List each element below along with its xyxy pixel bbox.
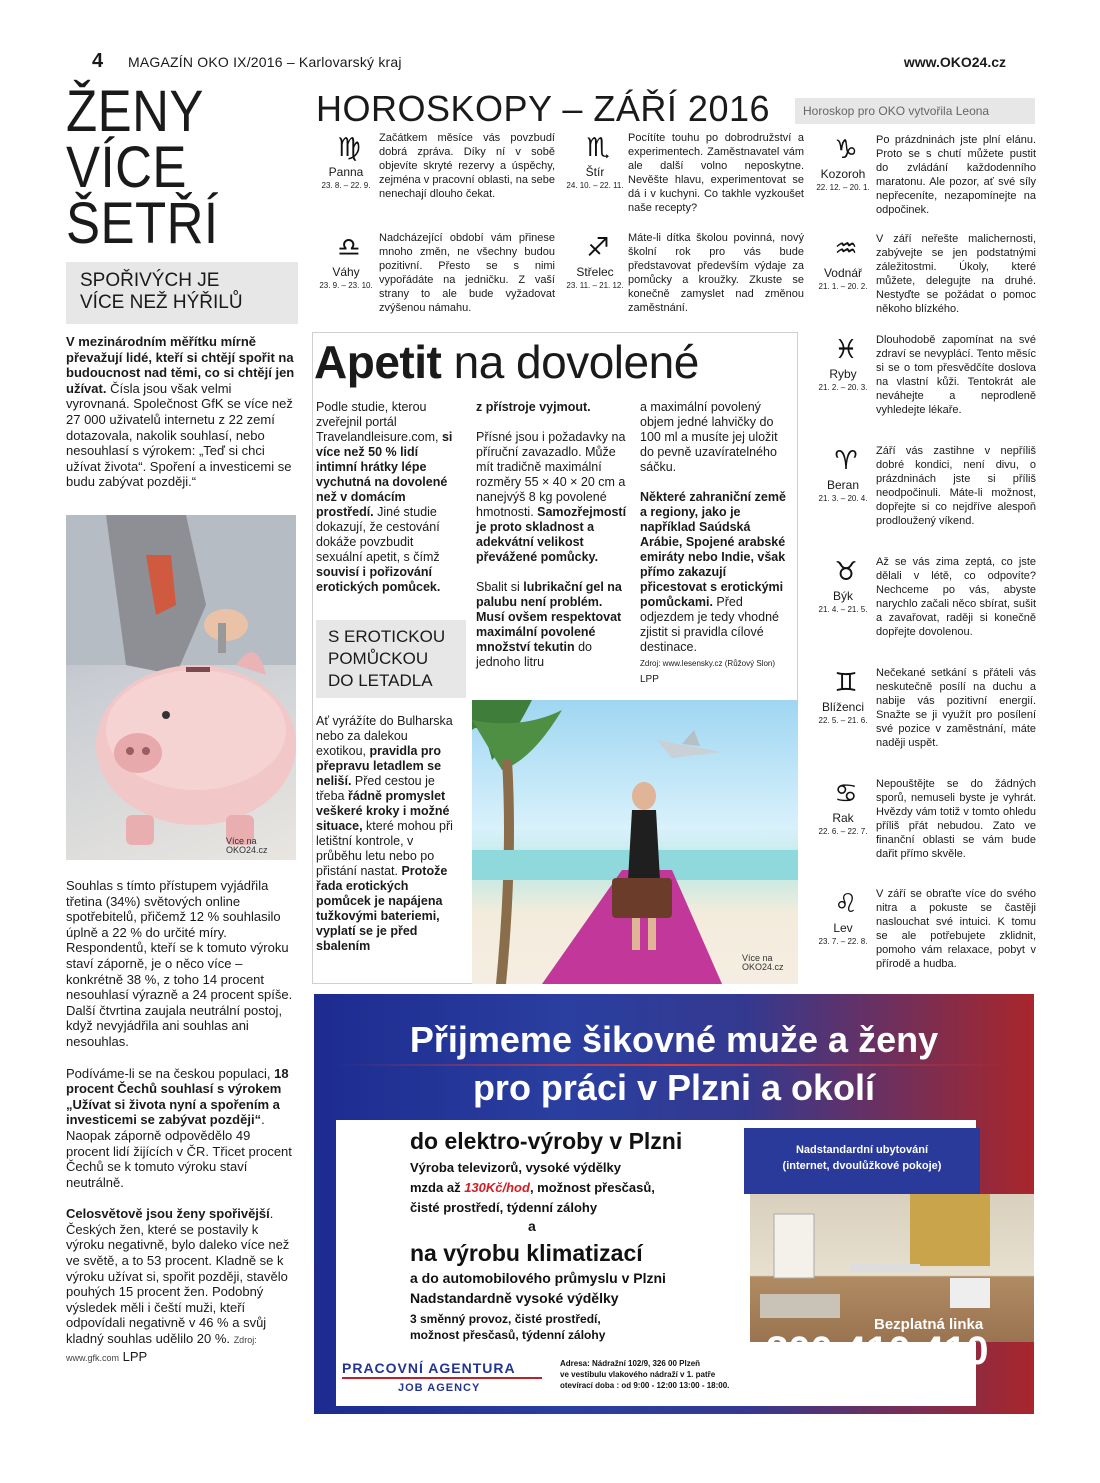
horoscope-credit: Horoskop pro OKO vytvořila Leona — [795, 98, 1035, 124]
pisces-icon — [830, 333, 862, 363]
sign-name: Ryby — [829, 367, 857, 381]
libra-icon — [333, 231, 365, 261]
text-run: a maximální povolený objem jedné lahvičky do 100 ml a musíte jej uložit do pevně uzavíratelného sáčku. — [640, 400, 778, 474]
scorpio-icon — [582, 131, 614, 161]
sign-text: Začátkem měsíce vás povzbudí dobrá zpráva. Díky ní v sobě objevíte skryté rezervy a úspěchy, zejména v pracovní oblasti, na sebe nenechají dlouho čekat. — [379, 132, 555, 200]
sign-text: Máte-li dítka školou povinná, nový školní rok pro vás bude představovat především výdaje za pomůcky a kroužky. Zkuste se konečně zamyslet nad změnou zaměstnání. — [628, 232, 804, 314]
horoscope-sign — [810, 666, 1100, 762]
ad-block1-line: Výroba televizorů, vysoké výdělky — [410, 1160, 621, 1175]
job-advertisement[interactable] — [314, 994, 1034, 1414]
apetit-column-1 — [316, 400, 458, 595]
gemini-icon — [830, 666, 862, 696]
author-initials: LPP — [640, 674, 659, 685]
text-run: Ať vyrážíte do Bulharska nebo za dalekou exotikou, — [316, 714, 453, 758]
ad-block2-line: 3 směnný provoz, čisté prostředí, — [410, 1312, 601, 1326]
horoscope-sign — [810, 887, 1100, 983]
sign-dates: 21. 2. – 20. 3. — [818, 383, 868, 392]
sign-dates: 23. 11. – 21. 12. — [566, 281, 624, 290]
sign-dates: 22. 6. – 22. 7. — [818, 827, 868, 836]
sign-text: Až se vás zima zeptá, co jste dělali v létě, co odpovíte? Nechceme po vás, abyste narychlo začali něco sbírat, sušit a zavařovat, raději si konečně dopřejte dovolenou. — [876, 556, 1036, 638]
ad-block2-line: a do automobilového průmyslu v Plzni — [410, 1270, 666, 1286]
agency-address — [560, 1358, 729, 1391]
text-run-bold: řádně promyslet veškeré kroky i možné situace, — [316, 789, 450, 833]
hotline-label: Bezplatná linka — [874, 1316, 984, 1333]
sign-name: Lev — [833, 921, 853, 935]
text-run: mzda až — [410, 1180, 465, 1195]
sign-dates: 21. 4. – 21. 5. — [818, 605, 868, 614]
sign-name: Beran — [826, 478, 860, 492]
ad-and: a — [528, 1218, 536, 1234]
svg-text:♒: ♒ — [834, 234, 858, 262]
piggy-bank-illustration — [66, 515, 296, 860]
text-run: Sbalit si — [476, 580, 524, 594]
source-credit: Zdroj: www.gfk.com — [66, 1335, 257, 1363]
sign-text: V září neřešte malichernosti, zabývejte se jen podstatnými záležitostmi. Úkoly, které můžete, delegujte na druhé. Nestyďte se požádat o pomoc někoho blízkého. — [876, 233, 1036, 315]
text-run-bold: Celosvětově jsou ženy spořivější — [66, 1206, 270, 1222]
hotline-phone[interactable]: 800 410 410 — [766, 1329, 989, 1373]
horoscope-sign — [562, 231, 852, 327]
sign-name: Rak — [832, 811, 854, 825]
sign-dates: 24. 10. – 22. 11. — [566, 181, 624, 190]
svg-text:♐: ♐ — [586, 233, 610, 261]
sign-name: Váhy — [332, 265, 360, 279]
beach-illustration — [472, 700, 798, 984]
text-run-bold: 18 procent Čechů souhlasí s výrokem „Užívat si života nyní a spořením a investicemi se zabývat později“ — [66, 1065, 289, 1128]
title-part: – ZÁŘÍ 2016 — [551, 88, 771, 129]
svg-text:♑: ♑ — [834, 135, 858, 163]
agency-underline — [342, 1377, 542, 1379]
text-run: , možnost přesčasů, — [529, 1180, 655, 1195]
svg-text:♈: ♈ — [834, 446, 858, 474]
leo-icon — [830, 887, 862, 917]
svg-text:♓: ♓ — [834, 335, 858, 363]
agency-name: PRACOVNÍ AGENTURA — [342, 1360, 516, 1376]
sign-name: Vodnář — [823, 266, 863, 280]
article-subtitle: SPOŘIVÝCH JE VÍCE NEŽ HÝŘILŮ — [66, 262, 298, 324]
ad-headline: Přijmeme šikovné muže a ženy pro práci v Plzni a okolí — [409, 1019, 939, 1108]
text-run-bold: souvisí i pořizování erotických pomůcek. — [316, 565, 441, 594]
text-run-bold: si více než 50 % lidí intimní hrátky lépe vychutná na dovolené než v domácím prostředí. — [316, 430, 453, 519]
sign-dates: 21. 3. – 20. 4. — [818, 494, 868, 503]
sign-name: Býk — [832, 589, 853, 603]
text-run-bold: pravidla pro přepravu letadlem se neliší. — [316, 744, 442, 788]
article-lead — [66, 334, 296, 490]
article-paragraph: Souhlas s tímto přístupem vyjádřila třetina (34%) světových online spotřebitelů, přičemž 12 % souhlasilo úplně a 22 % do určité míry. Respondentů, kteří se k tomuto výroku staví záporně, je o něco více – konkrétně 38 %, z toho 14 procent nesouhlasí výrazně a 24 procent spíše. Další čtvrtina zaujala neutrální postoj, když nevyjádřila ani souhlas ani nesouhlas. — [66, 878, 293, 1049]
sign-text: V září se obraťte více do svého nitra a pokuste se častěji naslouchat své intuici. K tomu se ale potřebujete zklidnit, pomoho vám relaxace, pobyt v přírodě a hudba. — [876, 888, 1036, 970]
text-run-bold: Protože řada erotických pomůcek je napájena tužkovými bateriemi, vyplatí se je před sbalením — [316, 864, 448, 953]
sign-text: Dlouhodobě zapomínat na své zdraví se nevyplácí. Tento měsíc si se o tom přesvědčíte doslova na vlastní kůži. Tentokrát ale neváhejte a neprodleně vyhledejte lékaře. — [876, 334, 1036, 416]
sign-name: Panna — [328, 165, 364, 179]
sign-text: Pocítíte touhu po dobrodružství a experimentech. Zaměstnavatel vám ale další volno neposkytne. Nevěšte hlavu, experimentovat se dá i v kuchyni. Co takhle vyzkoušet naše recepty? — [628, 132, 804, 214]
source-credit: Zdroj: www.lesensky.cz (Růžový Slon) — [640, 659, 775, 668]
sign-name: Střelec — [576, 265, 614, 279]
wage-highlight: 130Kč/hod — [464, 1180, 530, 1195]
lead-rest: Čísla jsou však velmi vyrovnaná. Společnost GfK se více než 27 000 uživatelů internetu z 22 zemí dotazovala, nakolik souhlasí, nebo nesouhlasí s výrokem: „Teď si chci užívat života“. Spoření a investicemi se budu zabývat později.“ — [66, 380, 293, 490]
apetit-subheading: S EROTICKOU POMŮCKOU DO LETADLA — [316, 620, 466, 698]
apetit-column-3 — [640, 400, 792, 687]
apetit-column-1b — [316, 714, 458, 954]
taurus-icon — [830, 555, 862, 585]
svg-text:♉: ♉ — [834, 557, 858, 585]
horoscope-title — [316, 90, 770, 128]
ad-block1-line: čisté prostředí, týdenní zálohy — [410, 1200, 598, 1215]
horoscope-sign — [313, 231, 603, 327]
text-run: . Českých žen, které se postavily k výroku negativně, bylo daleko více než ve světě, a to 53 procent. Kladně se k výroku užívat si, spořit později, stavělo pouhých 15 procent žen. Podobný výsledek měli i čeští muži, kteří odpovídali negativně v 46 % a svůj kladný souhlas udělilo 20 %. — [66, 1206, 290, 1347]
ad-block2-line: možnost přesčasů, týdenní zálohy — [410, 1328, 606, 1342]
author-initials: LPP — [122, 1348, 148, 1364]
sign-text: Po prázdninách jste plní elánu. Proto se s chutí můžete pustit do zvládání každodenního maratonu. Ale pozor, ať své síly nepřeceníte, nezapomínejte na odpočinek. — [876, 134, 1036, 216]
title-part: na dovolené — [441, 336, 699, 388]
horoscope-sign — [810, 133, 1100, 229]
svg-text:♎: ♎ — [337, 233, 361, 261]
horoscope-sign — [810, 444, 1100, 540]
piggy-bank-photo — [66, 515, 296, 860]
text-run: Přísné jsou i požadavky na příruční zavazadlo. Může mít tradičně maximální rozměry 55 × 40 × 20 cm a nanejvýš 8 kg povolené hmotnosti. — [476, 430, 626, 519]
sign-dates: 22. 12. – 20. 1. — [816, 183, 870, 192]
aquarius-icon — [830, 232, 862, 262]
text-run: které mohou při letištní kontrole, v průběhu letu nebo po přistání nastat. — [316, 819, 453, 878]
text-run: Podle studie, kterou zveřejnil portál Travelandleisure.com, — [316, 400, 442, 444]
svg-text:♋: ♋ — [834, 779, 858, 807]
ad-block1-line — [410, 1180, 655, 1195]
sign-dates: 23. 8. – 22. 9. — [321, 181, 371, 190]
text-run: . Naopak záporně odpovědělo 49 procent lidí žijících v ČR. Třicet procent Čechů se k tomuto výroku staví neutrálně. — [66, 1112, 292, 1190]
contact-email[interactable]: nabor@jobagency.info — [768, 1376, 940, 1393]
title-part: HOROSKOPY — [316, 88, 552, 129]
agency-subtitle: JOB AGENCY — [398, 1382, 481, 1394]
article-paragraph — [66, 1066, 296, 1191]
article-title: ŽENY VÍCE ŠETŘÍ — [66, 79, 219, 256]
text-run-bold: Některé zahraniční země a regiony, jako je například Saúdská Arábie, Spojené arabské emiráty nebo Indie, však přímo zakazují přicestovat s erotickými pomůckami. — [640, 490, 786, 609]
sign-text: Nadcházející období vám přinese mnoho změn, ne všechny budou pozitivní. Přesto se s nimi vypořádáte na jedničku. Z vaší strany to ale bude vyžadovat zvýšenou námahu. — [379, 232, 555, 314]
svg-text:♌: ♌ — [834, 889, 858, 917]
apetit-column-2 — [476, 400, 628, 670]
page-number: 4 — [92, 50, 104, 72]
text-run-bold: lubrikační gel na palubu není problém. Musí ovšem respektovat maximální povolené množství tekutin — [476, 580, 622, 654]
svg-text:♏: ♏ — [586, 133, 610, 161]
horoscope-sign — [810, 777, 1100, 873]
horoscope-sign — [810, 555, 1100, 651]
beach-photo — [472, 700, 798, 984]
svg-text:♊: ♊ — [834, 668, 858, 696]
address-line: ve vestibulu vlakového nádraží v 1. patře — [560, 1370, 716, 1379]
apetit-title — [314, 332, 699, 392]
lead-bold: V mezinárodním měřítku mírně převažují lidé, kteří si chtějí spořit na budoucnost nad těmi, co si chtějí jen užívat. — [66, 334, 295, 396]
address-line: Adresa: Nádražní 102/9, 326 00 Plzeň — [560, 1359, 701, 1368]
ad-block2-line: Nadstandardně vysoké výdělky — [410, 1290, 619, 1306]
magazine-issue: MAGAZÍN OKO IX/2016 – Karlovarský kraj — [128, 54, 402, 70]
text-run: Před cestou je třeba — [316, 774, 435, 803]
text-run-bold: Samozřejmostí je proto skladnost a adekvátní velikost převážené pomůcky. — [476, 505, 627, 564]
ad-block1-title: do elektro-výroby v Plzni — [410, 1128, 683, 1154]
capricorn-icon — [830, 133, 862, 163]
ad-block2-title: na výrobu klimatizací — [410, 1240, 643, 1266]
sign-dates: 21. 1. – 20. 2. — [818, 282, 868, 291]
accommodation-panel: Nadstandardní ubytování (internet, dvoulůžkové pokoje) — [744, 1128, 980, 1194]
text-run: do jednoho litru — [476, 640, 593, 669]
virgo-icon — [333, 131, 365, 161]
article-paragraph — [66, 1206, 296, 1366]
horoscope-sign — [313, 131, 603, 227]
horoscope-sign — [810, 333, 1100, 429]
sign-dates: 23. 9. – 23. 10. — [319, 281, 373, 290]
photo-watermark: Více na OKO24.cz — [226, 836, 268, 855]
sign-text: Nepouštějte se do žádných sporů, nemuseli byste je vyhrát. Hvězdy vám totiž v tomto ohledu příliš přát nebudou. Zato ve finanční oblasti se vám bude dařit přímo skvěle. — [876, 778, 1036, 860]
sign-name: Štír — [585, 165, 605, 179]
sagittarius-icon — [582, 231, 614, 261]
sign-dates: 23. 7. – 22. 8. — [818, 937, 868, 946]
sign-dates: 22. 5. – 21. 6. — [818, 716, 868, 725]
aries-icon — [830, 444, 862, 474]
text-run: Jiné studie dokazují, že cestování dokáže povzbudit sexuální apetit, s čímž — [316, 505, 440, 564]
horoscope-sign — [810, 232, 1100, 328]
address-line: otevírací doba : od 9:00 - 12:00 13:00 - 18:00. — [560, 1381, 730, 1390]
sign-text: Září vás zastihne v nepříliš dobré kondici, není divu, o prázdninách jste si příliš neodpočinuli. Máte-li možnost, dopřejte si co nejdříve alespoň prodloužený víkend. — [876, 445, 1036, 527]
horoscope-sign — [562, 131, 852, 227]
text-run: Podíváme-li se na českou populaci, — [66, 1065, 275, 1081]
article-body — [66, 878, 296, 1382]
text-run: Před odjezdem je tedy vhodné zjistit si pravidla cílové destinace. — [640, 595, 779, 654]
title-part: Apetit — [314, 336, 442, 388]
ad-divider — [334, 1064, 1014, 1066]
svg-text:♍: ♍ — [337, 133, 361, 161]
site-url[interactable]: www.OKO24.cz — [903, 54, 1006, 70]
sign-name: Kozoroh — [820, 167, 866, 181]
photo-watermark: Více na OKO24.cz — [742, 953, 784, 972]
sign-text: Nečekané setkání s přáteli vás neskutečně posílí na duchu a nabije vás pozitivní energií. Snažte se ji využít pro posílení své pozice v zaměstnání, máte naději uspět. — [876, 667, 1036, 749]
text-run-bold: z přístroje vyjmout. — [476, 400, 591, 414]
sign-name: Blíženci — [821, 700, 865, 714]
cancer-icon — [830, 777, 862, 807]
